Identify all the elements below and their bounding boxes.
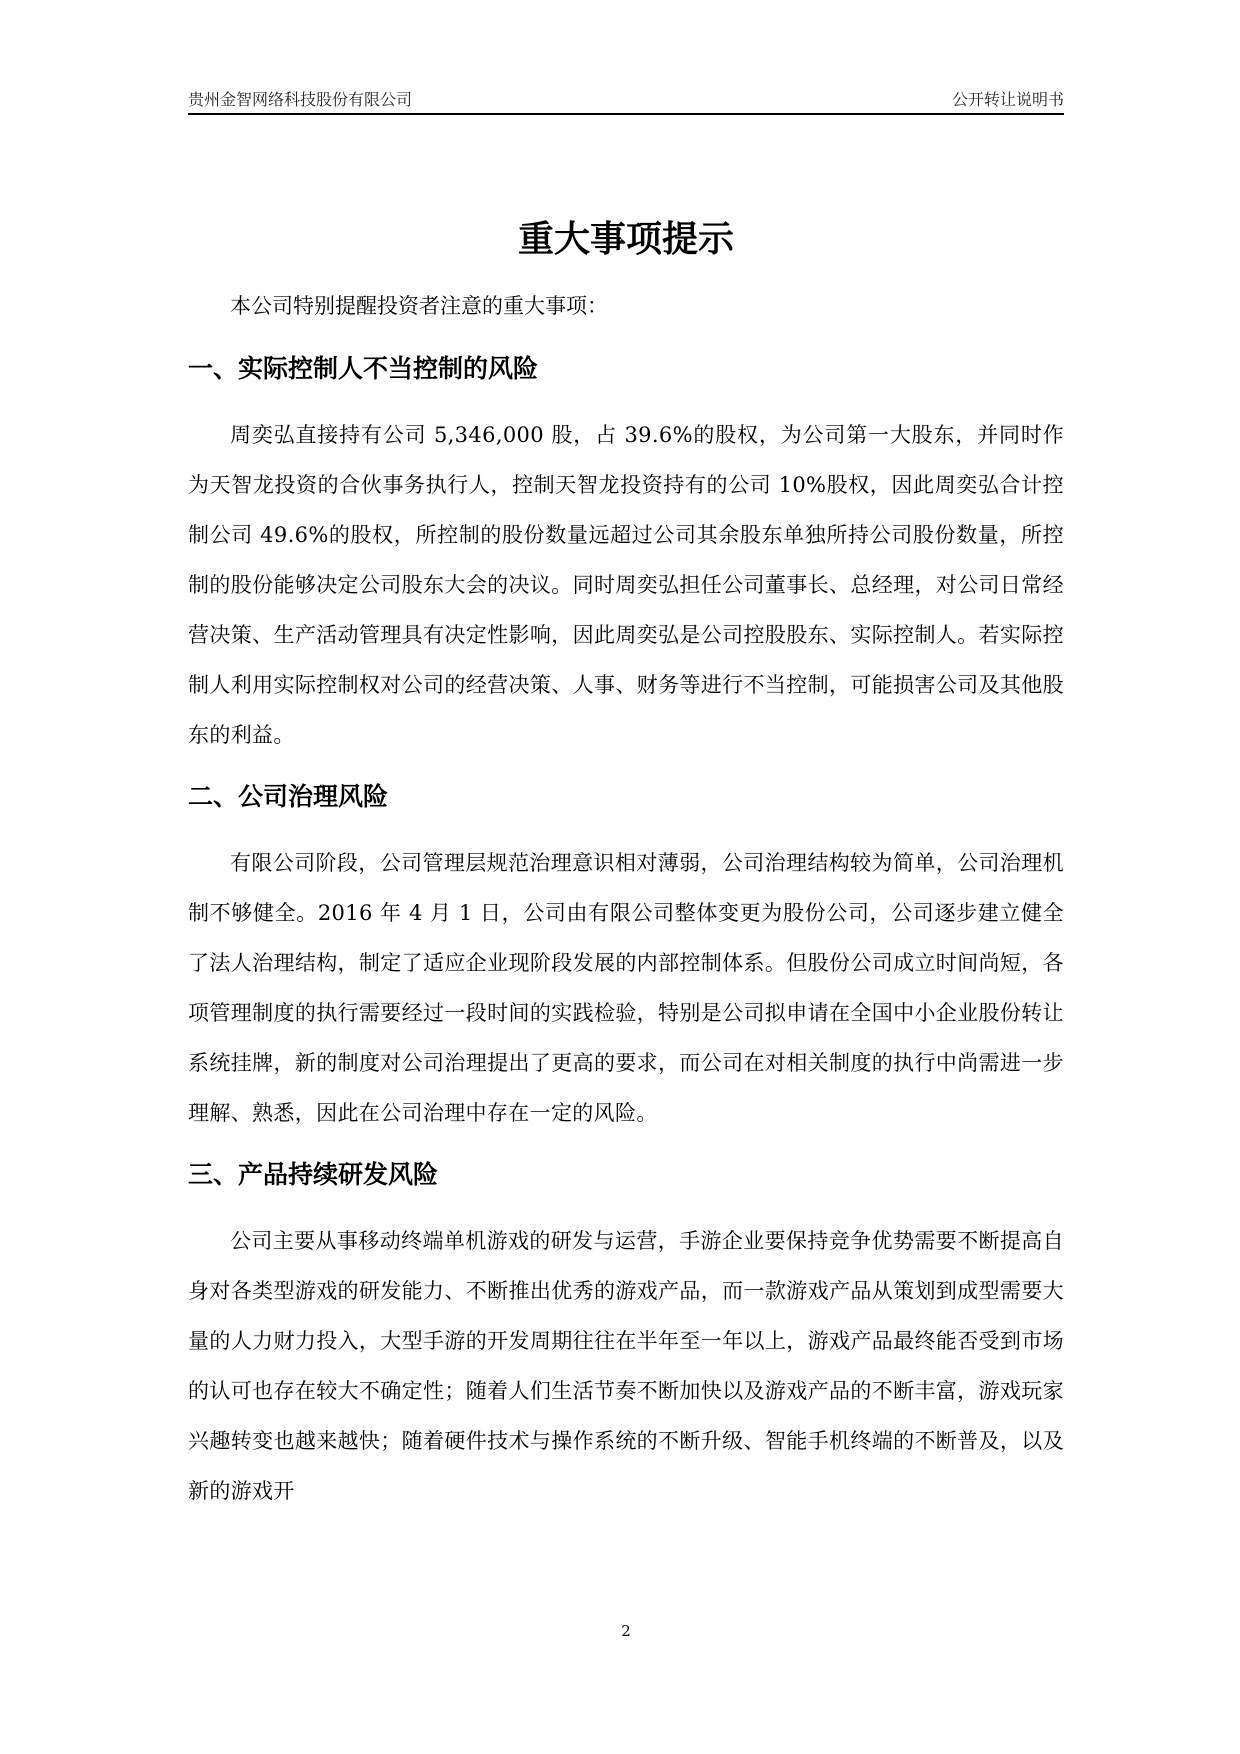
- document-body: [188, 280, 1064, 1530]
- section-body-controller-risk: 周奕弘直接持有公司 5,346,000 股，占 39.6%的股权，为公司第一大股东，并同时作为天智龙投资的合伙事务执行人，控制天智龙投资持有的公司 10%股权，因此周奕弘合计控制公司 49.6%的股权，所控制的股份数量远超过公司其余股东单独所持公司股份数量，所控制的股份能够决定公司股东大会的决议。同时周奕弘担任公司董事长、总经理，对公司日常经营决策、生产活动管理具有决定性影响，因此周奕弘是公司控股股东、实际控制人。若实际控制人利用实际控制权对公司的经营决策、人事、财务等进行不当控制，可能损害公司及其他股东的利益。: [188, 423, 1064, 747]
- section-heading-governance-risk: 二、公司治理风险: [188, 782, 389, 811]
- page-number: 2: [621, 1622, 631, 1640]
- section-heading-rnd-risk: 三、产品持续研发风险: [188, 1160, 439, 1189]
- header-document-type: 公开转让说明书: [951, 90, 1064, 109]
- header-divider: [188, 113, 1064, 115]
- section-body-rnd-risk: 公司主要从事移动终端单机游戏的研发与运营，手游企业要保持竞争优势需要不断提高自身对各类型游戏的研发能力、不断推出优秀的游戏产品，而一款游戏产品从策划到成型需要大量的人力财力投入，大型手游的开发周期往往在半年至一年以上，游戏产品最终能否受到市场的认可也存在较大不确定性；随着人们生活节奏不断加快以及游戏产品的不断丰富，游戏玩家兴趣转变也越来越快；随着硬件技术与操作系统的不断升级、智能手机终端的不断普及，以及新的游戏开: [188, 1229, 1064, 1503]
- section-heading-controller-risk: 一、实际控制人不当控制的风险: [188, 354, 539, 383]
- header-company-name: 贵州金智网络科技股份有限公司: [188, 90, 413, 109]
- section-body-governance-risk: 有限公司阶段，公司管理层规范治理意识相对薄弱，公司治理结构较为简单，公司治理机制不够健全。2016 年 4 月 1 日，公司由有限公司整体变更为股份公司，公司逐步建立健全了法人治理结构，制定了适应企业现阶段发展的内部控制体系。但股份公司成立时间尚短，各项管理制度的执行需要经过一段时间的实践检验，特别是公司拟申请在全国中小企业股份转让系统挂牌，新的制度对公司治理提出了更高的要求，而公司在对相关制度的执行中尚需进一步理解、熟悉，因此在公司治理中存在一定的风险。: [188, 851, 1064, 1125]
- intro-paragraph: 本公司特别提醒投资者注意的重大事项：: [230, 294, 608, 318]
- page-title: 重大事项提示: [517, 218, 734, 261]
